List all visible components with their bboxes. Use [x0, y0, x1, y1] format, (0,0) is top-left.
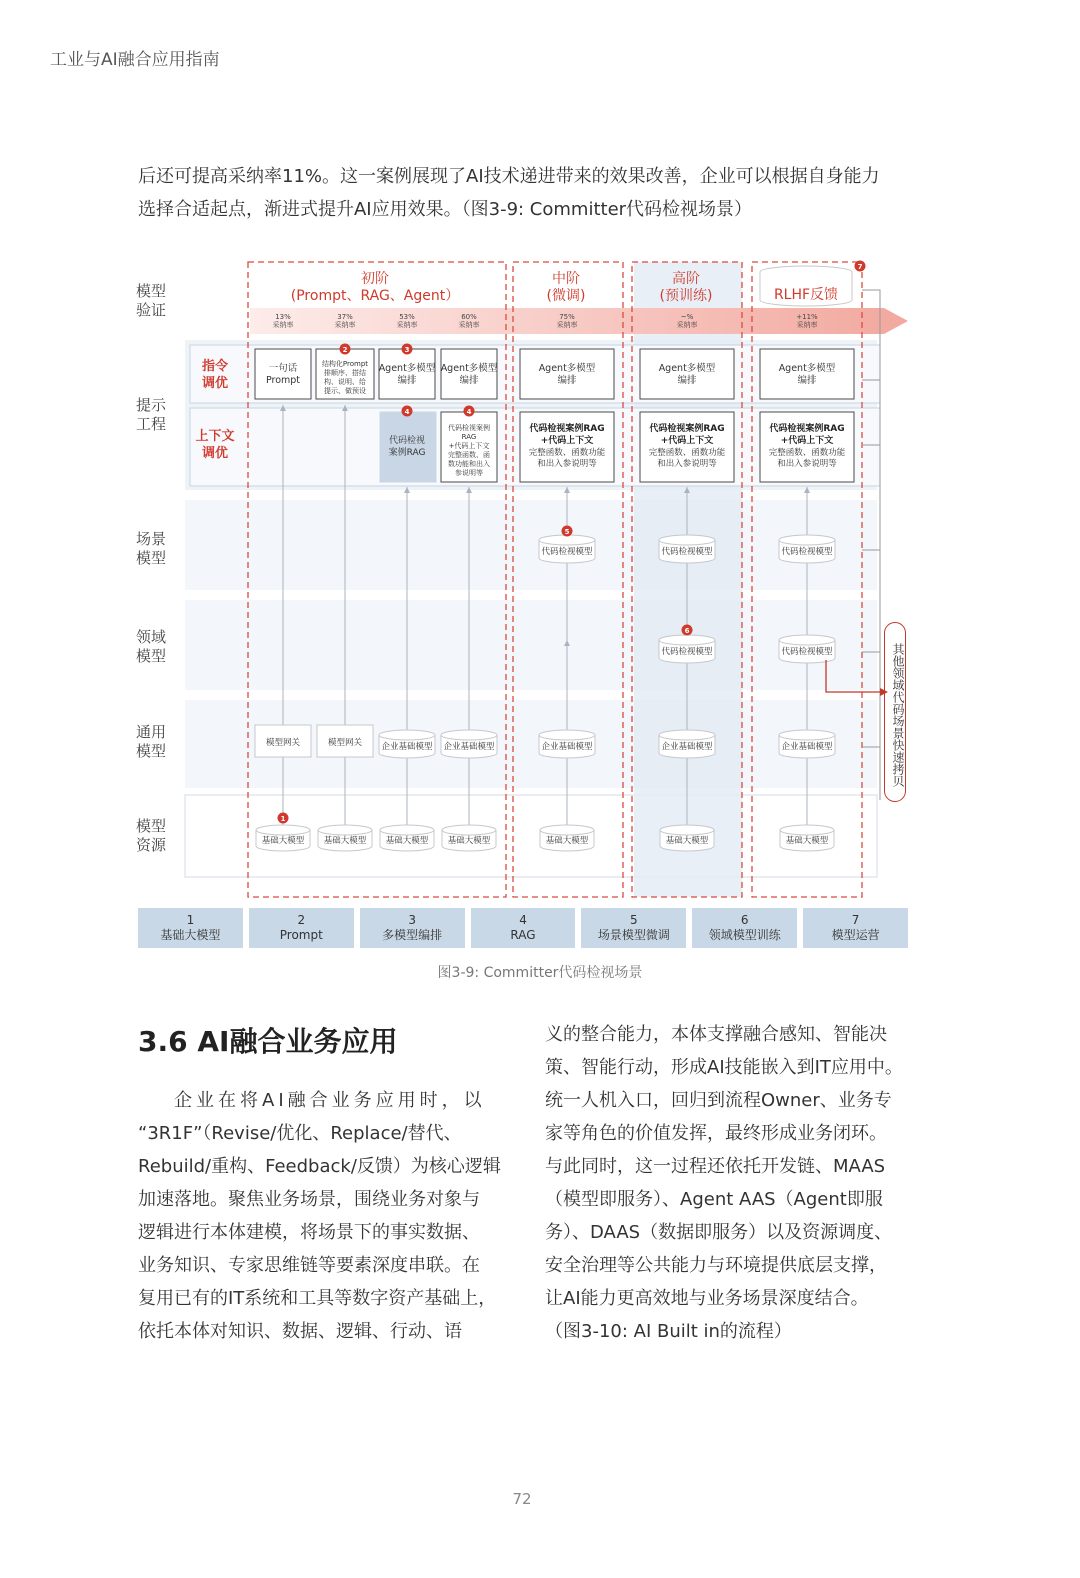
left-column	[138, 1084, 503, 1348]
body-line: 依托本体对知识、数据、逻辑、行动、语	[138, 1321, 462, 1342]
body-line: 义的整合能力，本体支撑融合感知、智能决	[545, 1024, 887, 1045]
level-label-general: 通用模型	[136, 723, 167, 760]
adoption-value: 37%	[337, 313, 353, 321]
base-model-top	[380, 825, 434, 835]
rag-box-text: +代码上下文	[780, 436, 834, 446]
rag-box-text: +代码上下文	[660, 436, 714, 446]
prompt-box-text: 提示、做预设	[324, 387, 366, 395]
prompt-box	[520, 349, 614, 399]
intro-paragraph	[138, 160, 928, 226]
step-marker-num: 5	[564, 528, 570, 536]
adoption-value: 60%	[461, 313, 477, 321]
rag-box-text: 和出入参说明等	[537, 459, 597, 469]
domain-row-bg	[185, 600, 877, 690]
enterprise-model-top	[779, 730, 835, 740]
body-line: 业务知识、专家思维链等要素深度串联。在	[138, 1255, 480, 1276]
phase-title: 初阶	[361, 271, 389, 287]
instruction-label-1: 指令	[201, 359, 229, 374]
base-model-top	[256, 825, 310, 835]
enterprise-model-label: 企业基础模型	[381, 742, 433, 752]
step-marker-num: 7	[857, 263, 863, 271]
adoption-label: 采纳率	[334, 321, 356, 329]
adoption-label: 采纳率	[676, 321, 698, 329]
rag-box-text: 代码检视案例	[448, 424, 490, 432]
rag-box-text: 完整函数、函	[448, 451, 490, 459]
enterprise-model-label: 企业基础模型	[541, 742, 593, 752]
enterprise-model-label: 企业基础模型	[661, 742, 713, 752]
base-model-top	[442, 825, 496, 835]
base-model-label: 基础大模型	[785, 836, 829, 846]
rag-box-big	[640, 412, 734, 482]
body-line: 加速落地。聚焦业务场景，围绕业务对象与	[138, 1189, 480, 1210]
stage-item: 2 Prompt	[249, 908, 354, 948]
step-marker-num: 1	[280, 815, 286, 823]
intro-line: 选择合适起点，渐进式提升AI应用效果。（图3-9: Committer代码检视场景）	[138, 199, 753, 220]
rag-box-text: +代码上下文	[448, 442, 490, 450]
base-model-top	[318, 825, 372, 835]
adoption-label: 采纳率	[796, 321, 818, 329]
instruction-label-2: 调优	[201, 376, 229, 391]
base-model-label: 基础大模型	[385, 836, 429, 846]
enterprise-model-top	[441, 730, 497, 740]
base-model-label: 基础大模型	[665, 836, 709, 846]
level-label-domain: 领域模型	[136, 628, 167, 665]
rag-box-text: 参说明等	[455, 469, 483, 477]
phase-title: 高阶	[672, 271, 700, 287]
base-model-label: 基础大模型	[261, 836, 305, 846]
page-number: 72	[512, 1490, 532, 1508]
adoption-value: +11%	[796, 313, 818, 321]
body-line: 与此同时，这一过程还依托开发链、MAAS	[545, 1156, 886, 1177]
adoption-value: ~%	[680, 313, 694, 321]
step-marker-num: 6	[684, 627, 690, 635]
rag-box-text: 案例RAG	[388, 448, 426, 458]
step-marker-num: 3	[404, 346, 410, 354]
prompt-box	[379, 349, 435, 399]
step-marker-num: 2	[342, 346, 348, 354]
body-line: 逻辑进行本体建模，将场景下的事实数据、	[138, 1222, 480, 1243]
domain-model-top	[779, 635, 835, 645]
enterprise-model-top	[539, 730, 595, 740]
body-line: （模型即服务）、Agent AAS（Agent即服	[545, 1189, 883, 1210]
adoption-value: 13%	[275, 313, 291, 321]
adoption-value: 53%	[399, 313, 415, 321]
body-line: 家等角色的价值发挥，最终形成业务闭环。	[545, 1123, 887, 1144]
body-line: 安全治理等公共能力与环境提供底层支撑，	[545, 1255, 887, 1276]
stage-item: 7 模型运营	[803, 908, 908, 948]
gateway-label: 模型网关	[265, 738, 301, 748]
stage-item: 1 基础大模型	[138, 908, 243, 948]
scene-model-label: 代码检视模型	[661, 547, 713, 557]
prompt-box	[760, 349, 854, 399]
base-model-label: 基础大模型	[545, 836, 589, 846]
domain-model-label: 代码检视模型	[781, 647, 833, 657]
prompt-box-text: 构、说明、给	[324, 378, 366, 386]
scene-model-label: 代码检视模型	[541, 547, 593, 557]
rag-box-text: 代码检视	[388, 436, 426, 446]
prompt-box-text: Agent多模型	[658, 363, 716, 374]
adoption-label: 采纳率	[396, 321, 418, 329]
adoption-label: 采纳率	[556, 321, 578, 329]
phase-title: 中阶	[552, 271, 580, 287]
prompt-box-text: 编排	[677, 375, 697, 386]
right-column	[545, 1018, 910, 1348]
rag-box-text: 代码检视案例RAG	[769, 424, 845, 434]
phase-title: RLHF反馈	[773, 287, 839, 303]
enterprise-model-label: 企业基础模型	[781, 742, 833, 752]
body-line: 策、智能行动，形成AI技能嵌入到IT应用中。	[545, 1057, 903, 1078]
rag-box-big	[520, 412, 614, 482]
prompt-box-text: 编排	[557, 375, 577, 386]
prompt-box-text: Agent多模型	[538, 363, 596, 374]
base-model-top	[540, 825, 594, 835]
prompt-box-text: 编排	[797, 375, 817, 386]
domain-model-top	[659, 635, 715, 645]
level-label-verify: 模型验证	[136, 282, 167, 319]
prompt-box	[441, 349, 497, 399]
domain-model-label: 代码检视模型	[661, 647, 713, 657]
intro-line: 后还可提高采纳率11%。这一案例展现了AI技术递进带来的效果改善，企业可以根据自身能力	[138, 166, 880, 187]
rag-box-text: 和出入参说明等	[657, 459, 717, 469]
adoption-label: 采纳率	[272, 321, 294, 329]
prompt-box-text: Prompt	[265, 375, 301, 386]
base-model-label: 基础大模型	[447, 836, 491, 846]
prompt-box-text: 编排	[459, 375, 479, 386]
level-label-scene: 场景模型	[136, 530, 167, 567]
body-line: 复用已有的IT系统和工具等数字资产基础上，	[138, 1288, 497, 1309]
prompt-box-text: 编排	[397, 375, 417, 386]
rag-box-text: 和出入参说明等	[777, 459, 837, 469]
stage-item: 6 领域模型训练	[692, 908, 797, 948]
running-header: 工业与AI融合应用指南	[50, 50, 220, 70]
step-marker-num: 4	[404, 408, 410, 416]
stage-item: 4 RAG	[471, 908, 576, 948]
section-title: 3.6 AI融合业务应用	[138, 1025, 398, 1058]
prompt-box	[255, 349, 311, 399]
phase-subtitle: (Prompt、RAG、Agent）	[290, 288, 460, 304]
scene-model-label: 代码检视模型	[781, 547, 833, 557]
scene-model-top	[659, 535, 715, 545]
enterprise-model-top	[659, 730, 715, 740]
rag-box-text: 数功能和出入	[448, 460, 490, 468]
rag-box-text: RAG	[461, 433, 477, 441]
prompt-box	[640, 349, 734, 399]
enterprise-model-label: 企业基础模型	[443, 742, 495, 752]
enterprise-model-top	[379, 730, 435, 740]
step-marker-num: 4	[466, 408, 472, 416]
side-copy-label: 其他领域代码场景快速拷贝	[884, 622, 906, 802]
base-model-top	[660, 825, 714, 835]
stage-bar	[138, 908, 908, 948]
body-line: 企业在将AI融合业务应用时，以	[174, 1090, 486, 1111]
body-line: “3R1F”（Revise/优化、Replace/替代、	[138, 1123, 462, 1144]
body-line: Rebuild/重构、Feedback/反馈）为核心逻辑	[138, 1156, 501, 1177]
body-line: （图3-10: AI Built in的流程）	[545, 1321, 792, 1342]
rag-box-text: 代码检视案例RAG	[649, 424, 725, 434]
rag-box-text: 完整函数、函数功能	[528, 448, 606, 458]
base-model-label: 基础大模型	[323, 836, 367, 846]
rag-box-big	[760, 412, 854, 482]
body-line: 务）、DAAS（数据即服务）以及资源调度、	[545, 1222, 893, 1243]
adoption-label: 采纳率	[458, 321, 480, 329]
phase-subtitle: (微调)	[546, 288, 586, 304]
rag-box-small	[380, 412, 436, 482]
level-label-prompt: 提示工程	[136, 396, 167, 433]
body-line: 让AI能力更高效地与业务场景深度结合。	[545, 1288, 869, 1309]
prompt-box-text: 排顺序、搭结	[324, 369, 366, 377]
prompt-box-text: 结构化Prompt	[321, 360, 369, 368]
rag-box-text: +代码上下文	[540, 436, 594, 446]
prompt-box-text: Agent多模型	[440, 363, 498, 374]
phase-subtitle: (预训练)	[659, 288, 713, 304]
prompt-box-text: Agent多模型	[378, 363, 436, 374]
stage-item: 3 多模型编排	[360, 908, 465, 948]
prompt-box-text: Agent多模型	[778, 363, 836, 374]
scene-model-top	[779, 535, 835, 545]
figure-caption: 图3-9: Committer代码检视场景	[437, 965, 643, 981]
rag-box-text: 完整函数、函数功能	[768, 448, 846, 458]
scene-row-bg	[185, 500, 877, 590]
context-label-2: 调优	[201, 446, 229, 461]
committer-diagram	[130, 255, 920, 955]
gateway-label: 模型网关	[327, 738, 363, 748]
adoption-value: 75%	[559, 313, 575, 321]
prompt-box-text: 一句话	[268, 363, 298, 374]
stage-item: 5 场景模型微调	[581, 908, 686, 948]
rag-box-text: 代码检视案例RAG	[529, 424, 605, 434]
context-label-1: 上下文	[195, 429, 235, 444]
level-label-resource: 模型资源	[136, 817, 167, 854]
body-line: 统一人机入口，回归到流程Owner、业务专	[545, 1090, 892, 1111]
base-model-top	[780, 825, 834, 835]
rag-box-text: 完整函数、函数功能	[648, 448, 726, 458]
